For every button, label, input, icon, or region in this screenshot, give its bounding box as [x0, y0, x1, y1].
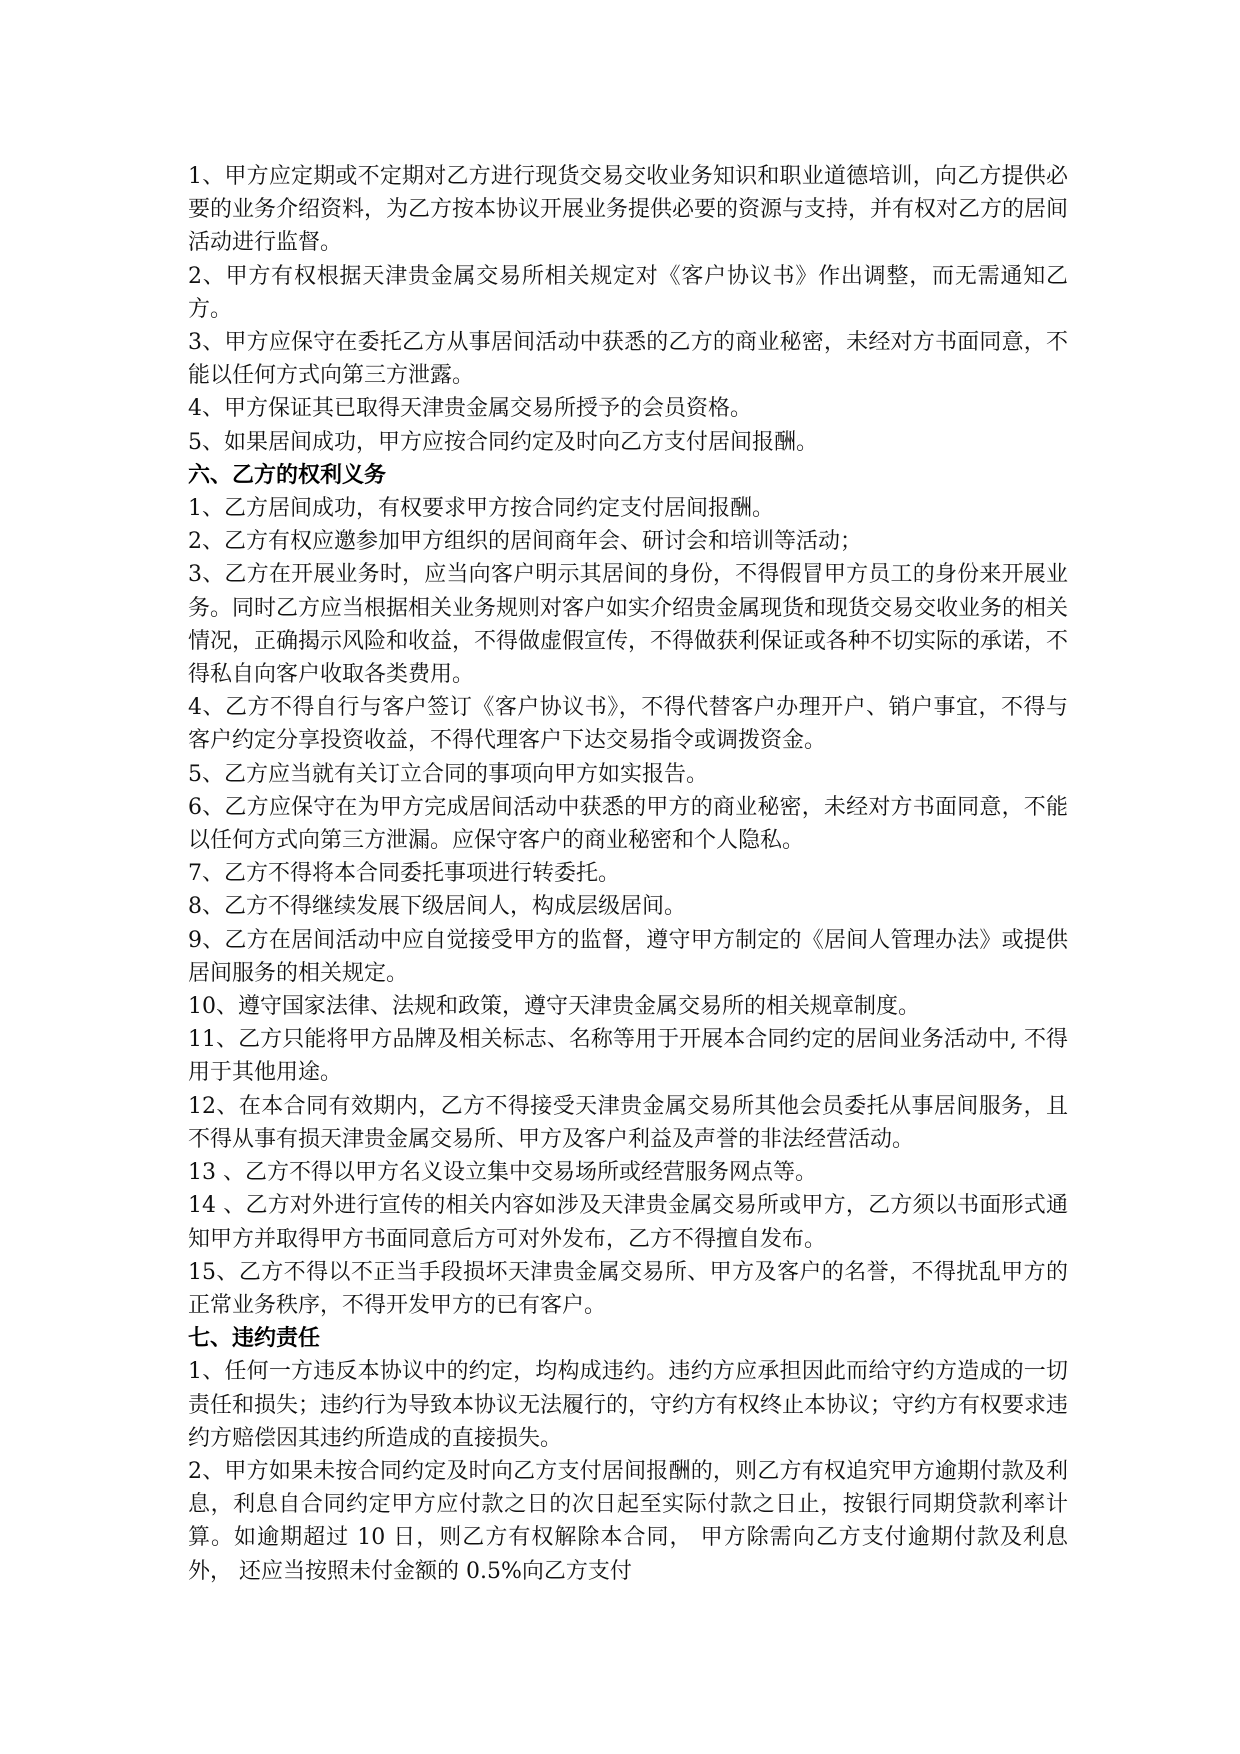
clause-paragraph-12: 7、乙方不得将本合同委托事项进行转委托。: [188, 861, 620, 887]
clause-paragraph-20: 15、乙方不得以不正当手段损坏天津贵金属交易所、甲方及客户的名誉，不得扰乱甲方的正常业务秩序，不得开发甲方的已有客户。: [188, 1259, 1068, 1318]
clause-paragraph-3: 3、甲方应保守在委托乙方从事居间活动中获悉的乙方的商业秘密，未经对方书面同意，不能以任何方式向第三方泄露。: [188, 330, 1068, 389]
clause-paragraph-19: 14 、乙方对外进行宣传的相关内容如涉及天津贵金属交易所或甲方，乙方须以书面形式通知甲方并取得甲方书面同意后方可对外发布，乙方不得擅自发布。: [188, 1193, 1068, 1252]
clause-paragraph-14: 9、乙方在居间活动中应自觉接受甲方的监督，遵守甲方制定的《居间人管理办法》或提供居间服务的相关规定。: [188, 927, 1068, 986]
section-heading-1: 六、乙方的权利义务: [188, 462, 387, 488]
clause-paragraph-11: 6、乙方应保守在为甲方完成居间活动中获悉的甲方的商业秘密，未经对方书面同意，不能以任何方式向第三方泄漏。应保守客户的商业秘密和个人隐私。: [188, 794, 1068, 854]
document-body: [188, 160, 1068, 1588]
clause-paragraph-17: 12、在本合同有效期内，乙方不得接受天津贵金属交易所其他会员委托从事居间服务，且不得从事有损天津贵金属交易所、甲方及客户利益及声誉的非法经营活动。: [188, 1093, 1068, 1152]
clause-paragraph-15: 10、遵守国家法律、法规和政策，遵守天津贵金属交易所的相关规章制度。: [188, 994, 920, 1020]
clause-paragraph-8: 3、乙方在开展业务时，应当向客户明示其居间的身份，不得假冒甲方员工的身份来开展业务。同时乙方应当根据相关业务规则对客户如实介绍贵金属现货和现货交易交收业务的相关情况，正确揭示风险和收益，不得做虚假宣传，不得做获利保证或各种不切实际的承诺，不得私自向客户收取各类费用。: [188, 562, 1069, 688]
clause-paragraph-5: 5、如果居间成功，甲方应按合同约定及时向乙方支付居间报酬。: [188, 429, 818, 455]
clause-paragraph-4: 4、甲方保证其已取得天津贵金属交易所授予的会员资格。: [188, 396, 752, 422]
clause-paragraph-18: 13 、乙方不得以甲方名义设立集中交易场所或经营服务网点等。: [188, 1160, 817, 1186]
clause-paragraph-9: 4、乙方不得自行与客户签订《客户协议书》，不得代替客户办理开户、销户事宜，不得与客户约定分享投资收益，不得代理客户下达交易指令或调拨资金。: [188, 695, 1068, 754]
clause-paragraph-13: 8、乙方不得继续发展下级居间人，构成层级居间。: [188, 894, 686, 920]
clause-paragraph-6: 1、乙方居间成功，有权要求甲方按合同约定支付居间报酬。: [188, 496, 774, 522]
clause-paragraph-1: 1、甲方应定期或不定期对乙方进行现货交易交收业务知识和职业道德培训，向乙方提供必要的业务介绍资料，为乙方按本协议开展业务提供必要的资源与支持，并有权对乙方的居间活动进行监督。: [188, 164, 1069, 256]
clause-paragraph-21: 1、任何一方违反本协议中的约定，均构成违约。违约方应承担因此而给守约方造成的一切责任和损失；违约行为导致本协议无法履行的，守约方有权终止本协议；守约方有权要求违约方赔偿因其违约所造成的直接损失。: [188, 1359, 1069, 1451]
clause-paragraph-16: 11、乙方只能将甲方品牌及相关标志、名称等用于开展本合同约定的居间业务活动中, 不得用于其他用途。: [188, 1027, 1068, 1086]
section-heading-2: 七、违约责任: [188, 1326, 321, 1352]
clause-paragraph-2: 2、甲方有权根据天津贵金属交易所相关规定对《客户协议书》作出调整，而无需通知乙方。: [188, 263, 1068, 322]
clause-paragraph-10: 5、乙方应当就有关订立合同的事项向甲方如实报告。: [188, 761, 708, 787]
clause-paragraph-7: 2、乙方有权应邀参加甲方组织的居间商年会、研讨会和培训等活动；: [188, 529, 862, 555]
clause-paragraph-22: 2、甲方如果未按合同约定及时向乙方支付居间报酬的，则乙方有权追究甲方逾期付款及利息，利息自合同约定甲方应付款之日的次日起至实际付款之日止，按银行同期贷款利率计算。如逾期超过 10 日，则乙方有权解除本合同， 甲方除需向乙方支付逾期付款及利息外， 还应当按照未付金额的 0.5%向乙方支付: [188, 1458, 1068, 1584]
